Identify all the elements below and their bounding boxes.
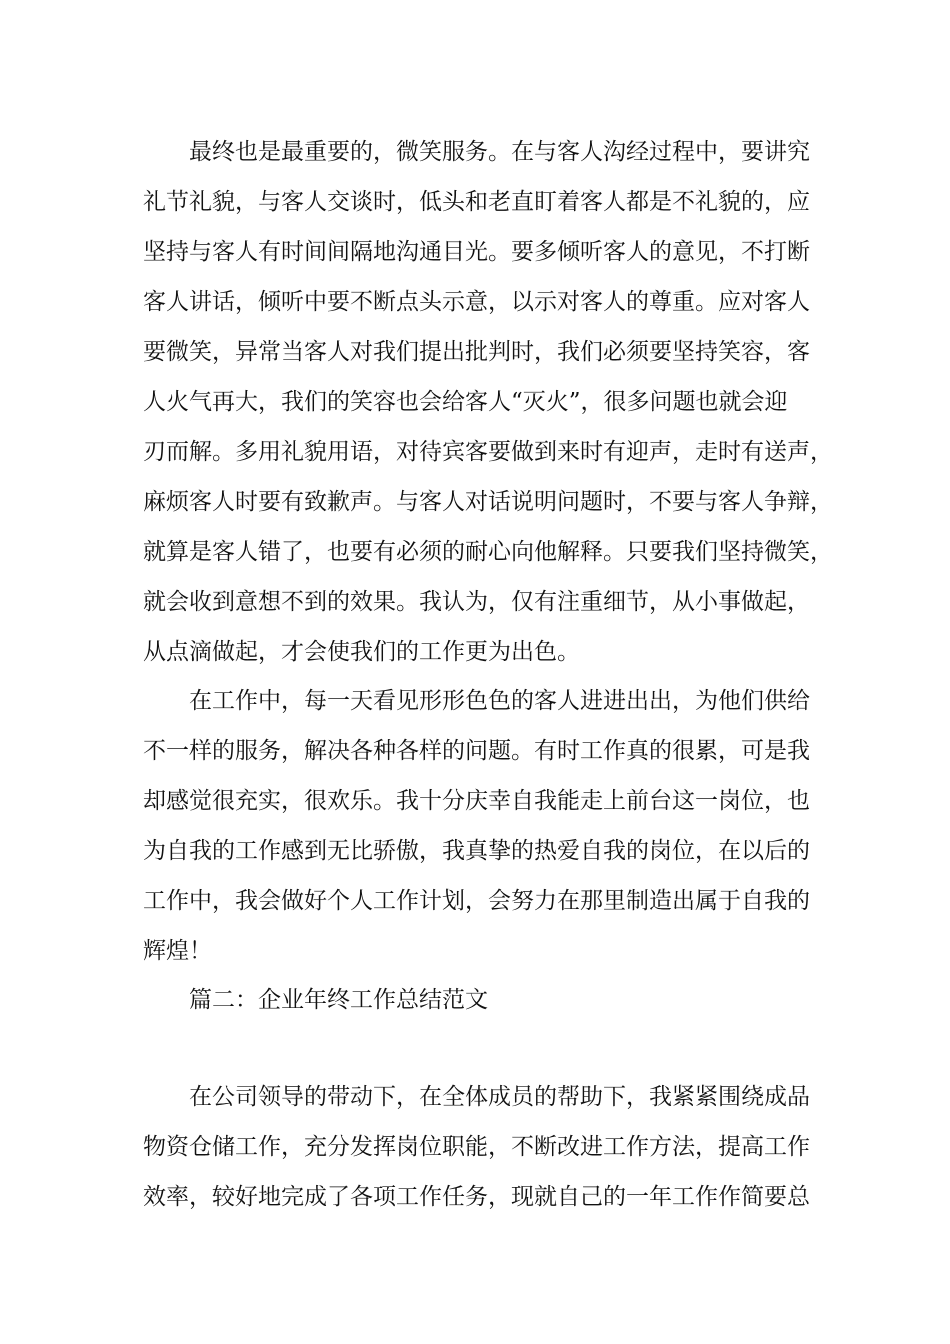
paragraph-line: 麻烦客人时要有致歉声。与客人对话说明问题时，不要与客人争辩， <box>143 489 833 515</box>
paragraph-line: 为自我的工作感到无比骄傲，我真挚的热爱自我的岗位，在以后的 <box>143 838 810 864</box>
paragraph-line: 物资仓储工作，充分发挥岗位职能，不断改进工作方法，提高工作 <box>143 1134 810 1160</box>
paragraph-line: 刃而解。多用礼貌用语，对待宾客要做到来时有迎声，走时有送声， <box>143 439 833 465</box>
paragraph-service-smile <box>143 127 833 677</box>
paragraph-line: 就会收到意想不到的效果。我认为，仅有注重细节，从小事做起， <box>143 589 810 615</box>
section-heading-block <box>143 975 823 1025</box>
paragraph-line: 在公司领导的带动下，在全体成员的帮助下，我紧紧围绕成品 <box>189 1084 810 1110</box>
paragraph-warehouse-summary <box>143 1072 823 1222</box>
paragraph-line: 辉煌！ <box>143 938 212 964</box>
paragraph-line: 却感觉很充实，很欢乐。我十分庆幸自我能走上前台这一岗位，也 <box>143 788 810 814</box>
paragraph-line: 人火气再大，我们的笑容也会给客人“灭火”，很多问题也就会迎 <box>143 389 788 415</box>
paragraph-line: 在工作中，每一天看见形形色色的客人进进出出，为他们供给 <box>189 688 810 714</box>
section-heading: 篇二：企业年终工作总结范文 <box>189 987 488 1013</box>
paragraph-work-reflection <box>143 676 823 976</box>
paragraph-line: 坚持与客人有时间间隔地沟通目光。要多倾听客人的意见，不打断 <box>143 239 810 265</box>
paragraph-line: 客人讲话，倾听中要不断点头示意，以示对客人的尊重。应对客人 <box>143 289 810 315</box>
paragraph-line: 要微笑，异常当客人对我们提出批判时，我们必须要坚持笑容，客 <box>143 339 810 365</box>
paragraph-line: 不一样的服务，解决各种各样的问题。有时工作真的很累，可是我 <box>143 738 810 764</box>
paragraph-line: 礼节礼貌，与客人交谈时，低头和老直盯着客人都是不礼貌的，应 <box>143 189 810 215</box>
paragraph-line: 从点滴做起，才会使我们的工作更为出色。 <box>143 639 580 665</box>
paragraph-line: 最终也是最重要的，微笑服务。在与客人沟经过程中，要讲究 <box>189 139 810 165</box>
paragraph-line: 工作中，我会做好个人工作计划，会努力在那里制造出属于自我的 <box>143 888 810 914</box>
paragraph-line: 就算是客人错了，也要有必须的耐心向他解释。只要我们坚持微笑， <box>143 539 833 565</box>
paragraph-line: 效率，较好地完成了各项工作任务，现就自己的一年工作作简要总 <box>143 1184 810 1210</box>
